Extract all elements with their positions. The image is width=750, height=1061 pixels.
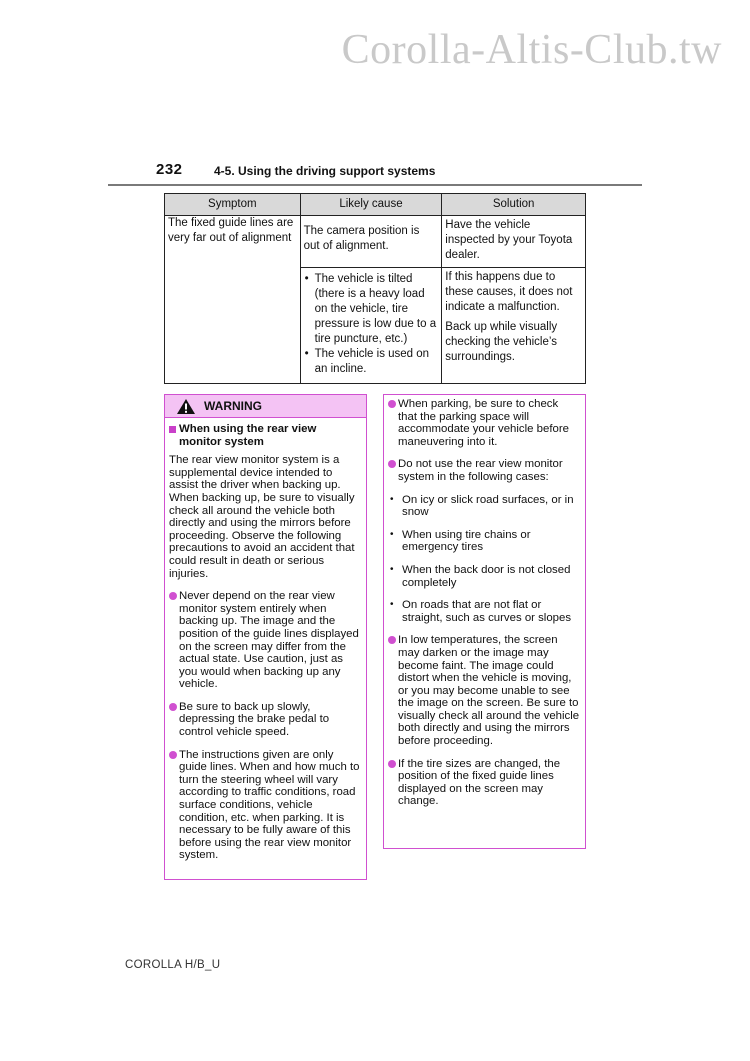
warning-intro: The rear view monitor system is a supplemental device intended to assist the driver when backing up. When backing up, be sure to visually check all around the vehicle both directly and using the mirrors before proceeding. Observe the following precautions to avoid an accident that could result in death or serious injuries. xyxy=(169,454,355,580)
sub-list-item: • When the back door is not closed completely xyxy=(388,564,580,589)
list-item: In low temperatures, the screen may darken or the image may become faint. The image could distort when the vehicle is moving, or you may become unable to see the image on the screen. Be sure to visually check all around the vehicle both directly and using the mirrors before proceeding. xyxy=(388,634,580,747)
warning-body xyxy=(165,418,366,862)
page-header xyxy=(108,160,642,186)
sub-list-item: • On roads that are not flat or straight, such as curves or slopes xyxy=(388,599,580,624)
cause-cell: The camera position is out of alignment. xyxy=(300,216,442,268)
solution-text: If this happens due to these causes, it does not indicate a malfunction. xyxy=(445,271,573,313)
solution-cell xyxy=(442,268,586,384)
list-item: The instructions given are only guide lines. When and how much to turn the steering wheel will vary according to traffic conditions, road surface conditions, vehicle condition, etc. when parking. It is necessary to be fully aware of this before using the rear view monitor system. xyxy=(169,749,361,862)
table-header-row xyxy=(165,194,586,216)
warning-header xyxy=(165,395,366,418)
column-header-likely-cause: Likely cause xyxy=(300,194,442,216)
cause-bullet: • The vehicle is tilted (there is a heavy load on the vehicle, tire pressure is low due to a tire puncture, etc.) xyxy=(303,272,440,347)
warning-continued-box xyxy=(383,394,586,849)
list-item: If the tire sizes are changed, the position of the fixed guide lines displayed on the screen may change. xyxy=(388,758,580,808)
sub-list-item: • On icy or slick road surfaces, or in snow xyxy=(388,494,580,519)
page-number: 232 xyxy=(156,161,183,178)
warning-subtitle: When using the rear view monitor system xyxy=(169,423,361,448)
sub-list-item: • When using tire chains or emergency tires xyxy=(388,529,580,554)
troubleshooting-table xyxy=(164,193,586,384)
cause-cell xyxy=(300,268,442,384)
page-footer: COROLLA H/B_U xyxy=(125,959,221,971)
solution-cell: Have the vehicle inspected by your Toyota dealer. xyxy=(442,216,586,268)
warning-label: WARNING xyxy=(204,399,262,413)
watermark: Corolla-Altis-Club.tw xyxy=(341,27,722,73)
warning-box xyxy=(164,394,367,880)
list-item: Do not use the rear view monitor system in the following cases: xyxy=(388,458,580,483)
column-header-solution: Solution xyxy=(442,194,586,216)
list-item: Be sure to back up slowly, depressing the brake pedal to control vehicle speed. xyxy=(169,701,361,739)
list-item: Never depend on the rear view monitor system entirely when backing up. The image and the position of the guide lines displayed on the screen may differ from the actual state. Use caution, just as you would when backing up any vehicle. xyxy=(169,590,361,691)
solution-text: Back up while visually checking the vehicle’s surroundings. xyxy=(445,321,558,363)
symptom-cell: The fixed guide lines are very far out of alignment xyxy=(165,216,301,384)
list-item: When parking, be sure to check that the parking space will accommodate your vehicle before maneuvering into it. xyxy=(388,398,580,448)
cause-bullet: • The vehicle is used on an incline. xyxy=(303,347,440,377)
warning-triangle-icon xyxy=(176,398,196,415)
column-header-symptom: Symptom xyxy=(165,194,301,216)
section-title: 4-5. Using the driving support systems xyxy=(214,164,436,178)
table-row xyxy=(165,216,586,268)
